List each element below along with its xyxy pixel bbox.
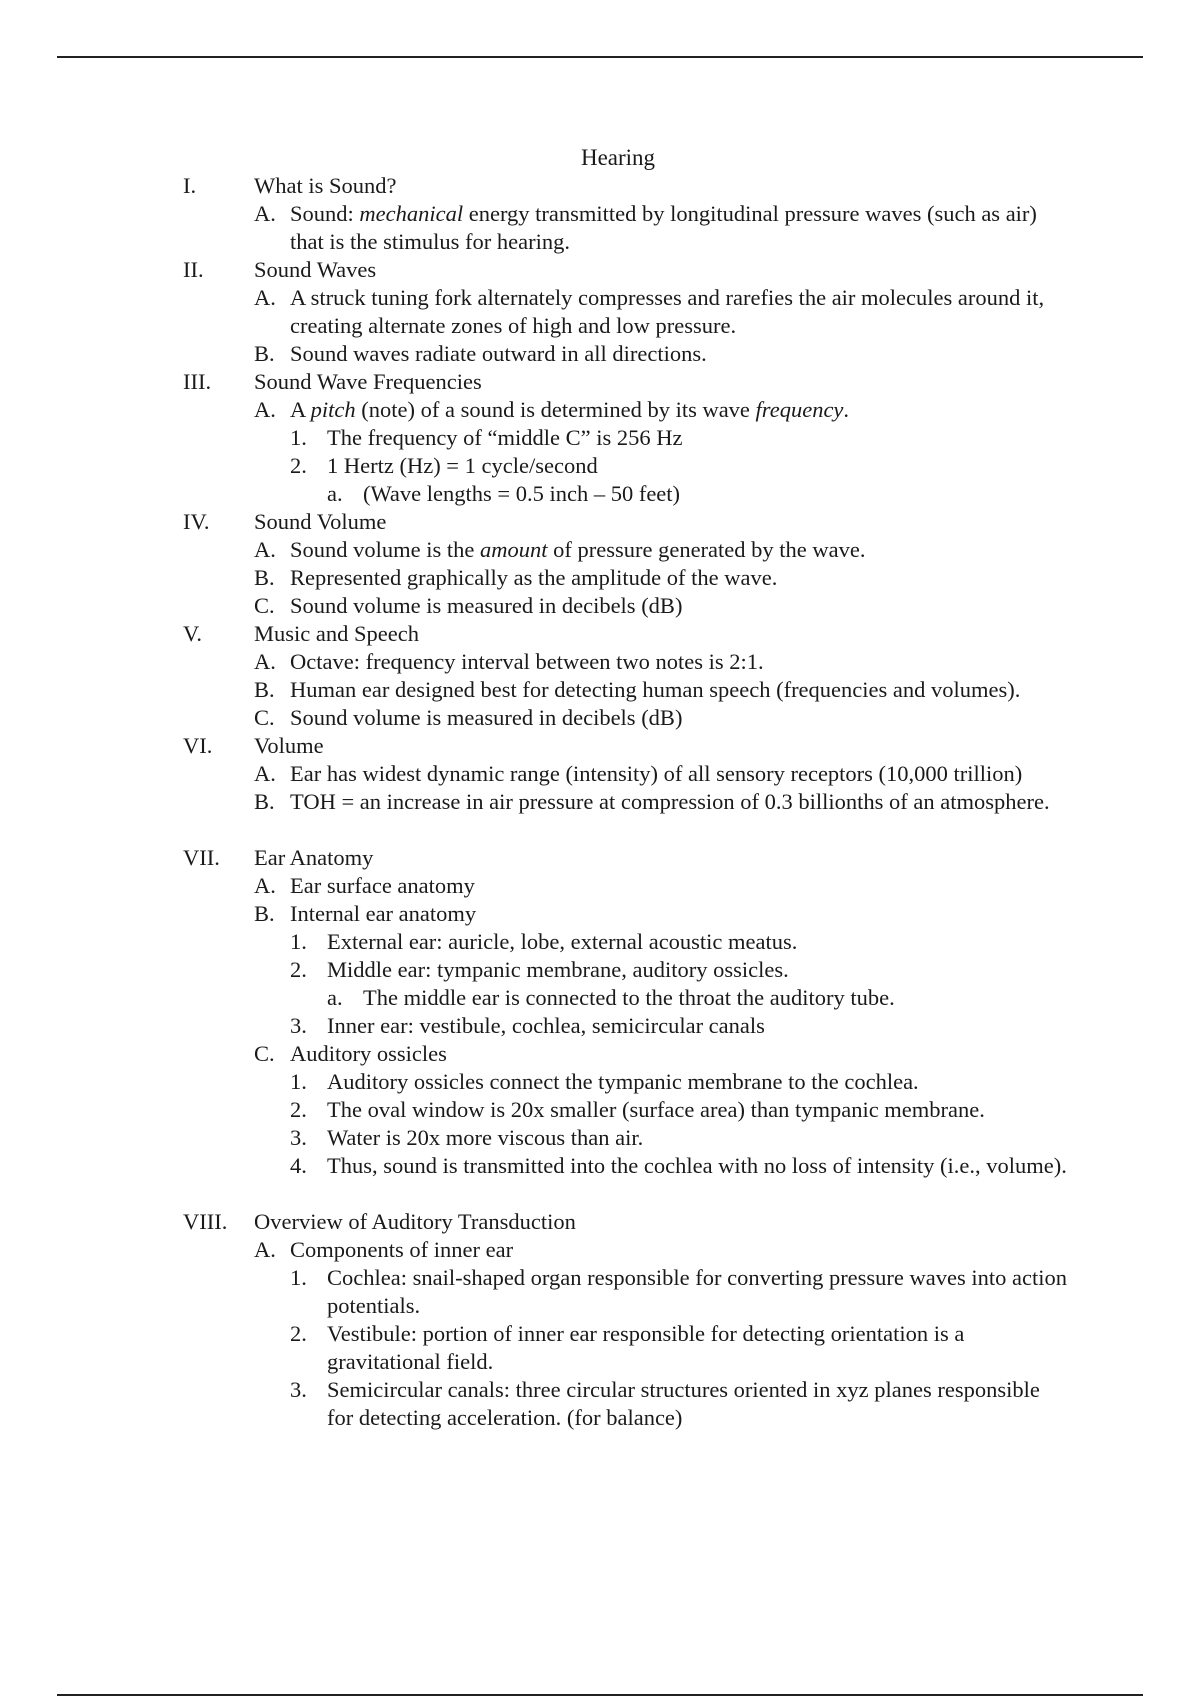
- item-label: B.: [254, 565, 275, 590]
- list-item: [0, 396, 1200, 424]
- item-label: 3.: [290, 1013, 307, 1038]
- item-text: A struck tuning fork alternately compresses and rarefies the air molecules around it, creating alternate zones of high and low pressure.: [290, 285, 1045, 338]
- roman-numeral: VII.: [183, 845, 220, 870]
- item-label: A.: [254, 285, 276, 310]
- bottom-rule: [57, 1694, 1143, 1696]
- section-title: Sound Waves: [254, 257, 377, 282]
- item-text: Water is 20x more viscous than air.: [327, 1125, 644, 1150]
- item-text: Sound waves radiate outward in all directions.: [290, 341, 707, 366]
- item-label: A.: [254, 1237, 276, 1262]
- item-text: External ear: auricle, lobe, external acoustic meatus.: [327, 929, 798, 954]
- section-heading: [0, 368, 1200, 396]
- item-text: Thus, sound is transmitted into the cochlea with no loss of intensity (i.e., volume).: [327, 1153, 1067, 1178]
- list-item: [0, 928, 1200, 956]
- list-item: [0, 1376, 1200, 1432]
- item-text: Semicircular canals: three circular structures oriented in xyz planes responsible for detecting acceleration. (for balance): [327, 1377, 1040, 1430]
- item-label: A.: [254, 537, 276, 562]
- list-item: [0, 872, 1200, 900]
- item-text: A pitch (note) of a sound is determined by its wave frequency.: [290, 397, 850, 422]
- item-label: A.: [254, 397, 276, 422]
- list-item: [0, 1124, 1200, 1152]
- list-item: [0, 648, 1200, 676]
- list-item: [0, 704, 1200, 732]
- item-label: B.: [254, 677, 275, 702]
- section-heading: [0, 256, 1200, 284]
- item-text: Auditory ossicles: [290, 1041, 447, 1066]
- roman-numeral: II.: [183, 257, 204, 282]
- item-text: Inner ear: vestibule, cochlea, semicircular canals: [327, 1013, 765, 1038]
- list-item: [0, 340, 1200, 368]
- list-item: [0, 1012, 1200, 1040]
- list-item: [0, 424, 1200, 452]
- page-title: Hearing: [580, 145, 656, 170]
- item-text: The frequency of “middle C” is 256 Hz: [327, 425, 683, 450]
- item-text: Vestibule: portion of inner ear responsible for detecting orientation is a gravitational field.: [327, 1321, 965, 1374]
- top-rule: [57, 56, 1143, 58]
- item-label: 1.: [290, 929, 307, 954]
- roman-numeral: VIII.: [183, 1209, 228, 1234]
- section-heading: [0, 732, 1200, 760]
- list-item: [0, 452, 1200, 480]
- list-item: [0, 1152, 1200, 1208]
- list-item: [0, 480, 1200, 508]
- item-label: A.: [254, 761, 276, 786]
- list-item: [0, 1264, 1200, 1320]
- item-text: Sound volume is the amount of pressure generated by the wave.: [290, 537, 866, 562]
- list-item: [0, 676, 1200, 704]
- section-heading: [0, 1208, 1200, 1236]
- item-label: C.: [254, 705, 275, 730]
- list-item: [0, 900, 1200, 928]
- item-text: Auditory ossicles connect the tympanic membrane to the cochlea.: [327, 1069, 919, 1094]
- list-item: [0, 1096, 1200, 1124]
- section-heading: [0, 620, 1200, 648]
- item-label: a.: [327, 481, 343, 506]
- item-label: B.: [254, 901, 275, 926]
- item-text: Components of inner ear: [290, 1237, 514, 1262]
- item-text: The oval window is 20x smaller (surface area) than tympanic membrane.: [327, 1097, 985, 1122]
- emphasis: pitch: [310, 397, 356, 422]
- list-item: [0, 1040, 1200, 1068]
- item-text: Human ear designed best for detecting human speech (frequencies and volumes).: [290, 677, 1021, 702]
- outline: [0, 172, 1200, 1432]
- section-title: Music and Speech: [254, 621, 419, 646]
- item-text: (Wave lengths = 0.5 inch – 50 feet): [363, 481, 681, 506]
- roman-numeral: III.: [183, 369, 212, 394]
- item-label: A.: [254, 873, 276, 898]
- item-text: Represented graphically as the amplitude of the wave.: [290, 565, 778, 590]
- list-item: [0, 956, 1200, 984]
- section-heading: [0, 844, 1200, 872]
- list-item: [0, 200, 1200, 256]
- list-item: [0, 1236, 1200, 1264]
- item-label: 1.: [290, 425, 307, 450]
- section-title: Volume: [254, 733, 324, 758]
- item-text: 1 Hertz (Hz) = 1 cycle/second: [327, 453, 598, 478]
- section-heading: [0, 172, 1200, 200]
- roman-numeral: IV.: [183, 509, 210, 534]
- list-item: [0, 1068, 1200, 1096]
- list-item: [0, 564, 1200, 592]
- item-label: 1.: [290, 1265, 307, 1290]
- item-text: TOH = an increase in air pressure at compression of 0.3 billionths of an atmosphere.: [290, 789, 1050, 814]
- item-label: C.: [254, 593, 275, 618]
- list-item: [0, 536, 1200, 564]
- list-item: [0, 984, 1200, 1012]
- item-text: Ear surface anatomy: [290, 873, 475, 898]
- item-label: 2.: [290, 1321, 307, 1346]
- item-text: Cochlea: snail-shaped organ responsible for converting pressure waves into action potentials.: [327, 1265, 1067, 1318]
- item-label: A.: [254, 201, 276, 226]
- section-title: Sound Wave Frequencies: [254, 369, 482, 394]
- section-title: Sound Volume: [254, 509, 387, 534]
- item-label: 1.: [290, 1069, 307, 1094]
- item-label: C.: [254, 1041, 275, 1066]
- section-title: What is Sound?: [254, 173, 397, 198]
- item-label: 4.: [290, 1153, 307, 1178]
- item-label: 2.: [290, 453, 307, 478]
- section-title: Ear Anatomy: [254, 845, 374, 870]
- section-title: Overview of Auditory Transduction: [254, 1209, 576, 1234]
- item-label: B.: [254, 341, 275, 366]
- list-item: [0, 760, 1200, 788]
- item-text: Middle ear: tympanic membrane, auditory ossicles.: [327, 957, 789, 982]
- item-text: Sound: mechanical energy transmitted by longitudinal pressure waves (such as air) that is the stimulus for hearing.: [290, 201, 1037, 254]
- item-label: A.: [254, 649, 276, 674]
- item-text: Sound volume is measured in decibels (dB): [290, 705, 683, 730]
- emphasis: amount: [480, 537, 548, 562]
- item-label: 2.: [290, 957, 307, 982]
- item-text: The middle ear is connected to the throat the auditory tube.: [363, 985, 895, 1010]
- item-label: B.: [254, 789, 275, 814]
- roman-numeral: VI.: [183, 733, 213, 758]
- item-label: 3.: [290, 1125, 307, 1150]
- item-label: 3.: [290, 1377, 307, 1402]
- emphasis: frequency: [755, 397, 844, 422]
- list-item: [0, 1320, 1200, 1376]
- item-label: a.: [327, 985, 343, 1010]
- roman-numeral: V.: [183, 621, 202, 646]
- item-text: Sound volume is measured in decibels (dB): [290, 593, 683, 618]
- item-label: 2.: [290, 1097, 307, 1122]
- item-text: Internal ear anatomy: [290, 901, 477, 926]
- section-heading: [0, 508, 1200, 536]
- item-text: Octave: frequency interval between two notes is 2:1.: [290, 649, 764, 674]
- emphasis: mechanical: [359, 201, 464, 226]
- item-text: Ear has widest dynamic range (intensity) of all sensory receptors (10,000 trillion): [290, 761, 1023, 786]
- roman-numeral: I.: [183, 173, 197, 198]
- list-item: [0, 284, 1200, 340]
- list-item: [0, 788, 1200, 844]
- list-item: [0, 592, 1200, 620]
